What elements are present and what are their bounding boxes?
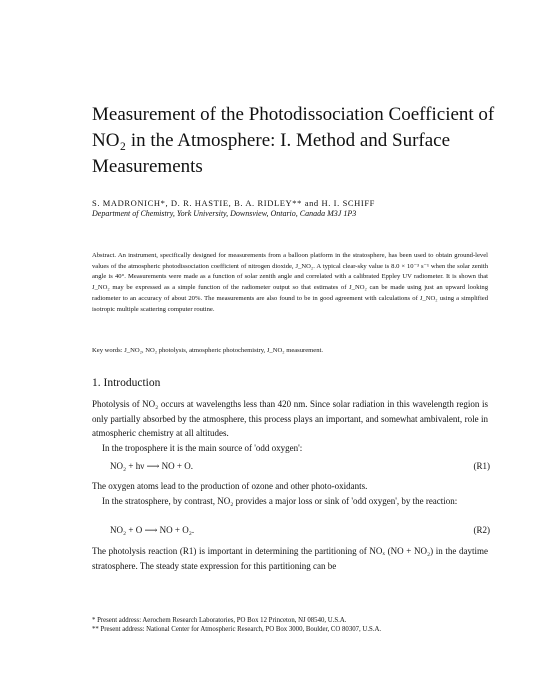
section-heading-introduction: 1. Introduction [92, 377, 161, 389]
author-list: S. MADRONICH*, D. R. HASTIE, B. A. RIDLEY** and H. I. SCHIFF [92, 198, 375, 208]
paragraph-5: The photolysis reaction (R1) is important in determining the partitioning of NOₓ (NO + NO₂) in the daytime stratosphere. The steady state expression for this partitioning can be [92, 546, 488, 571]
equation-r2-label: (R2) [473, 525, 490, 535]
paper-title: Measurement of the Photodissociation Coefficient of NO₂ in the Atmosphere: I. Method and Surface Measurements [92, 104, 495, 177]
footnote-2: ** Present address: National Center for Atmospheric Research, PO Box 3000, Boulder, CO 80307, U.S.A. [92, 626, 382, 634]
equation-r1-expression: NO₂ + hν ⟶ NO + O. [110, 461, 194, 471]
footnote-1: * Present address: Aerochem Research Laboratories, PO Box 12 Princeton, NJ 08540, U.S.A. [92, 617, 347, 624]
equation-r2 [110, 525, 490, 539]
paragraph-2: In the troposphere it is the main source of 'odd oxygen': [102, 443, 303, 453]
paragraph-4: In the stratosphere, by contrast, NO₂ provides a major loss or sink of 'odd oxygen', by the reaction: [102, 496, 458, 506]
author-affiliation: Department of Chemistry, York University, Downsview, Ontario, Canada M3J 1P3 [92, 209, 357, 218]
footnotes [92, 616, 512, 635]
paragraph-3: The oxygen atoms lead to the production of ozone and other photo-oxidants. [92, 481, 368, 491]
equation-r1-label: (R1) [473, 461, 490, 471]
equation-r1 [110, 461, 490, 475]
equation-r2-expression: NO₂ + O ⟶ NO + O₂. [110, 525, 195, 535]
keywords: Key words: J_NO₂, NO₂ photolysis, atmospheric photochemistry, J_NO₂ measurement. [92, 347, 323, 354]
abstract: Abstract. An instrument, specifically designed for measurements from a balloon platform in the stratosphere, has been used to obtain ground-level values of the atmospheric photodissociation coefficient of nitrogen dioxide, J_NO₂. A typical clear-sky value is 8.0 × 10⁻³ s⁻¹ when the solar zenith angle is 40°. Measurements were made as a function of solar zenith angle and correlated with a calibrated Eppley UV radiometer. It is shown that J_NO₂ may be expressed as a simple function of the radiometer output so that estimates of J_NO₂ can be made using just an upward looking radiometer to an accuracy of about 20%. The measurements are also found to be in good agreement with calculations of J_NO₂ using a simplified isotropic multiple scattering computer routine. [92, 252, 488, 313]
paragraph-1: Photolysis of NO₂ occurs at wavelengths less than 420 nm. Since solar radiation in this wavelength region is only partially absorbed by the atmosphere, this process plays an important, and somewhat ambivalent, role in atmospheric chemistry at all altitudes. [92, 399, 488, 438]
